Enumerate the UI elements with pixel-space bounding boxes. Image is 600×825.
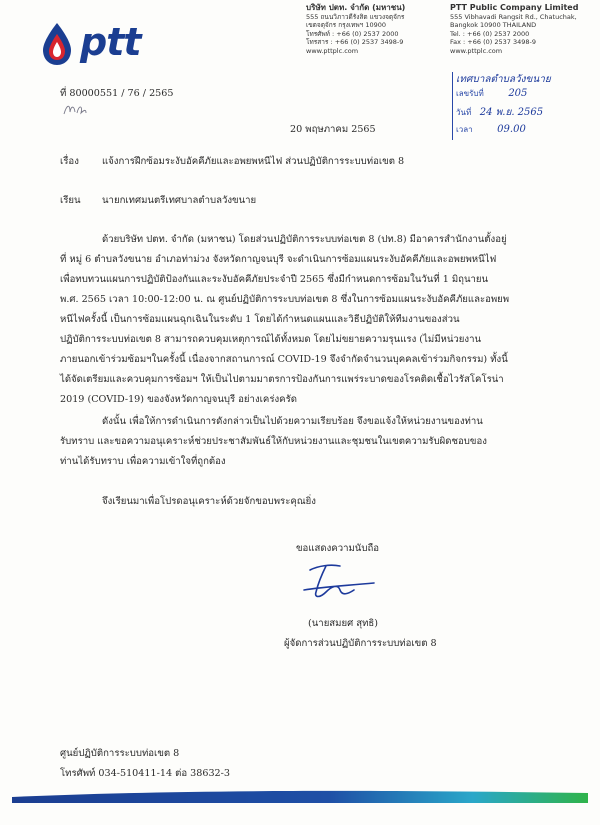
initials-scribble (62, 100, 88, 120)
ptt-logo-text: ptt (80, 20, 141, 64)
para1-line: ที่ หมู่ 6 ตำบลวังขนาย อำเภอท่าม่วง จังหวัดกาญจนบุรี จะดำเนินการซ้อมแผนระงับอัคคีภัยและอพยพหนีไฟ (60, 254, 497, 265)
para1-line: 2019 (COVID-19) ของจังหวัดกาญจนบุรี อย่างเคร่งครัด (60, 394, 297, 405)
stamp-time-label: เวลา (456, 125, 473, 134)
stamp-receipt-label: เลขรับที่ (456, 89, 484, 98)
footer-organization: ศูนย์ปฏิบัติการระบบท่อเขต 8 (60, 748, 180, 759)
para1-line: ปฏิบัติการระบบท่อเขต 8 สามารถควบคุมเหตุการณ์ได้ทั้งหมด โดยไม่ขยายความรุนแรง (ไม่มีหน่วยงาน (60, 334, 482, 345)
stamp-date (456, 105, 543, 120)
para1-line: ด้วยบริษัท ปตท. จำกัด (มหาชน) โดยส่วนปฏิบัติการระบบท่อเขต 8 (ปท.8) มีอาคารสำนักงานตั้งอยู่ (102, 234, 507, 245)
para1-line: หนีไฟครั้งนี้ เป็นการซ้อมแผนฉุกเฉินในระดับ 1 โดยได้กำหนดแผนและวิธีปฏิบัติให้ทีมงานของส่วน (60, 314, 460, 325)
para2-line: ท่านได้รับทราบ เพื่อความเข้าใจที่ถูกต้อง (60, 456, 226, 467)
signer-name: (นายสมยศ สุทธิ) (308, 618, 379, 629)
to-label: เรียน (60, 195, 81, 206)
to-text: นายกเทศมนตรีเทศบาลตำบลวังขนาย (102, 195, 257, 206)
en-address-line: Bangkok 10900 THAILAND (450, 21, 537, 30)
stamp-receipt-no (456, 87, 527, 100)
stamp-org: เทศบาลตำบลวังขนาย (456, 74, 551, 85)
ptt-logo-drop-icon (40, 22, 74, 66)
stamp-receipt-value: 205 (508, 88, 528, 99)
stamp-time-value: 09.00 (497, 124, 526, 135)
stamp-time (456, 123, 526, 136)
para2-line: ดังนั้น เพื่อให้การดำเนินการดังกล่าวเป็นไปด้วยความเรียบร้อย จึงขอแจ้งให้หน่วยงานของท่าน (102, 416, 483, 427)
en-tel: Tel. : +66 (0) 2537 2000 (450, 29, 530, 38)
subject-text: แจ้งการฝึกซ้อมระงับอัคคีภัยและอพยพหนีไฟ ส่วนปฏิบัติการระบบท่อเขต 8 (102, 156, 405, 167)
thai-address-line: 555 ถนนวิภาวดีรังสิต แขวงจตุจักร (306, 12, 405, 21)
en-website: www.pttplc.com (450, 46, 503, 55)
para1-line: เพื่อทบทวนแผนการปฏิบัติป้องกันและระงับอัคคีภัยประจำปี 2565 ซึ่งมีกำหนดการซ้อมในวันที่ 1 มิถุนายน (60, 274, 489, 285)
para1-line: ภายนอกเข้าร่วมซ้อมฯในครั้งนี้ เนื่องจากสถานการณ์ COVID-19 จึงจำกัดจำนวนบุคคลเข้าร่วมกิจกรรม) ทั้งนี้ (60, 354, 508, 365)
en-company-name: PTT Public Company Limited (450, 3, 579, 12)
footer-telephone: โทรศัพท์ 034-510411-14 ต่อ 38632-3 (60, 768, 230, 779)
regards-line: ขอแสดงความนับถือ (296, 543, 380, 554)
receipt-stamp (452, 72, 571, 140)
reference-number: ที่ 80000551 / 76 / 2565 (60, 88, 174, 99)
footer-brand-bar (12, 789, 588, 803)
thai-website: www.pttplc.com (306, 46, 359, 55)
closing-line: จึงเรียนมาเพื่อโปรดอนุเคราะห์ด้วยจักขอบพระคุณยิ่ง (102, 496, 316, 507)
stamp-date-label: วันที่ (456, 108, 472, 117)
thai-address-line: เขตจตุจักร กรุงเทพฯ 10900 (306, 21, 387, 30)
thai-tel: โทรศัพท์ : +66 (0) 2537 2000 (306, 29, 399, 38)
thai-fax: โทรสาร : +66 (0) 2537 3498-9 (306, 38, 404, 47)
en-address-line: 555 Vibhavadi Rangsit Rd., Chatuchak, (450, 12, 577, 21)
para1-line: พ.ศ. 2565 เวลา 10:00-12:00 น. ณ ศูนย์ปฏิบัติการระบบท่อเขต 8 ซึ่งในการซ้อมแผนระงับอัคคีภัยและอพยพ (60, 294, 510, 305)
stamp-date-value: 24 พ.ย. 2565 (479, 107, 544, 118)
para1-line: ได้จัดเตรียมและควบคุมการซ้อมฯ ให้เป็นไปตามมาตรการป้องกันการแพร่ระบาดของโรคติดเชื้อไวรัสโคโรน่า (60, 374, 504, 385)
thai-company-name: บริษัท ปตท. จำกัด (มหาชน) (306, 3, 406, 12)
para2-line: รับทราบ และขอความอนุเคราะห์ช่วยประชาสัมพันธ์ให้กับหน่วยงานและชุมชนในเขตความรับผิดชอบของ (60, 436, 487, 447)
header-address-english (450, 4, 590, 56)
subject-label: เรื่อง (60, 156, 79, 167)
signer-title: ผู้จัดการส่วนปฏิบัติการระบบท่อเขต 8 (284, 638, 437, 649)
letter-date: 20 พฤษภาคม 2565 (290, 124, 376, 135)
handwritten-signature (296, 560, 380, 604)
en-fax: Fax : +66 (0) 2537 3498-9 (450, 38, 536, 47)
header-address-thai (306, 4, 424, 56)
